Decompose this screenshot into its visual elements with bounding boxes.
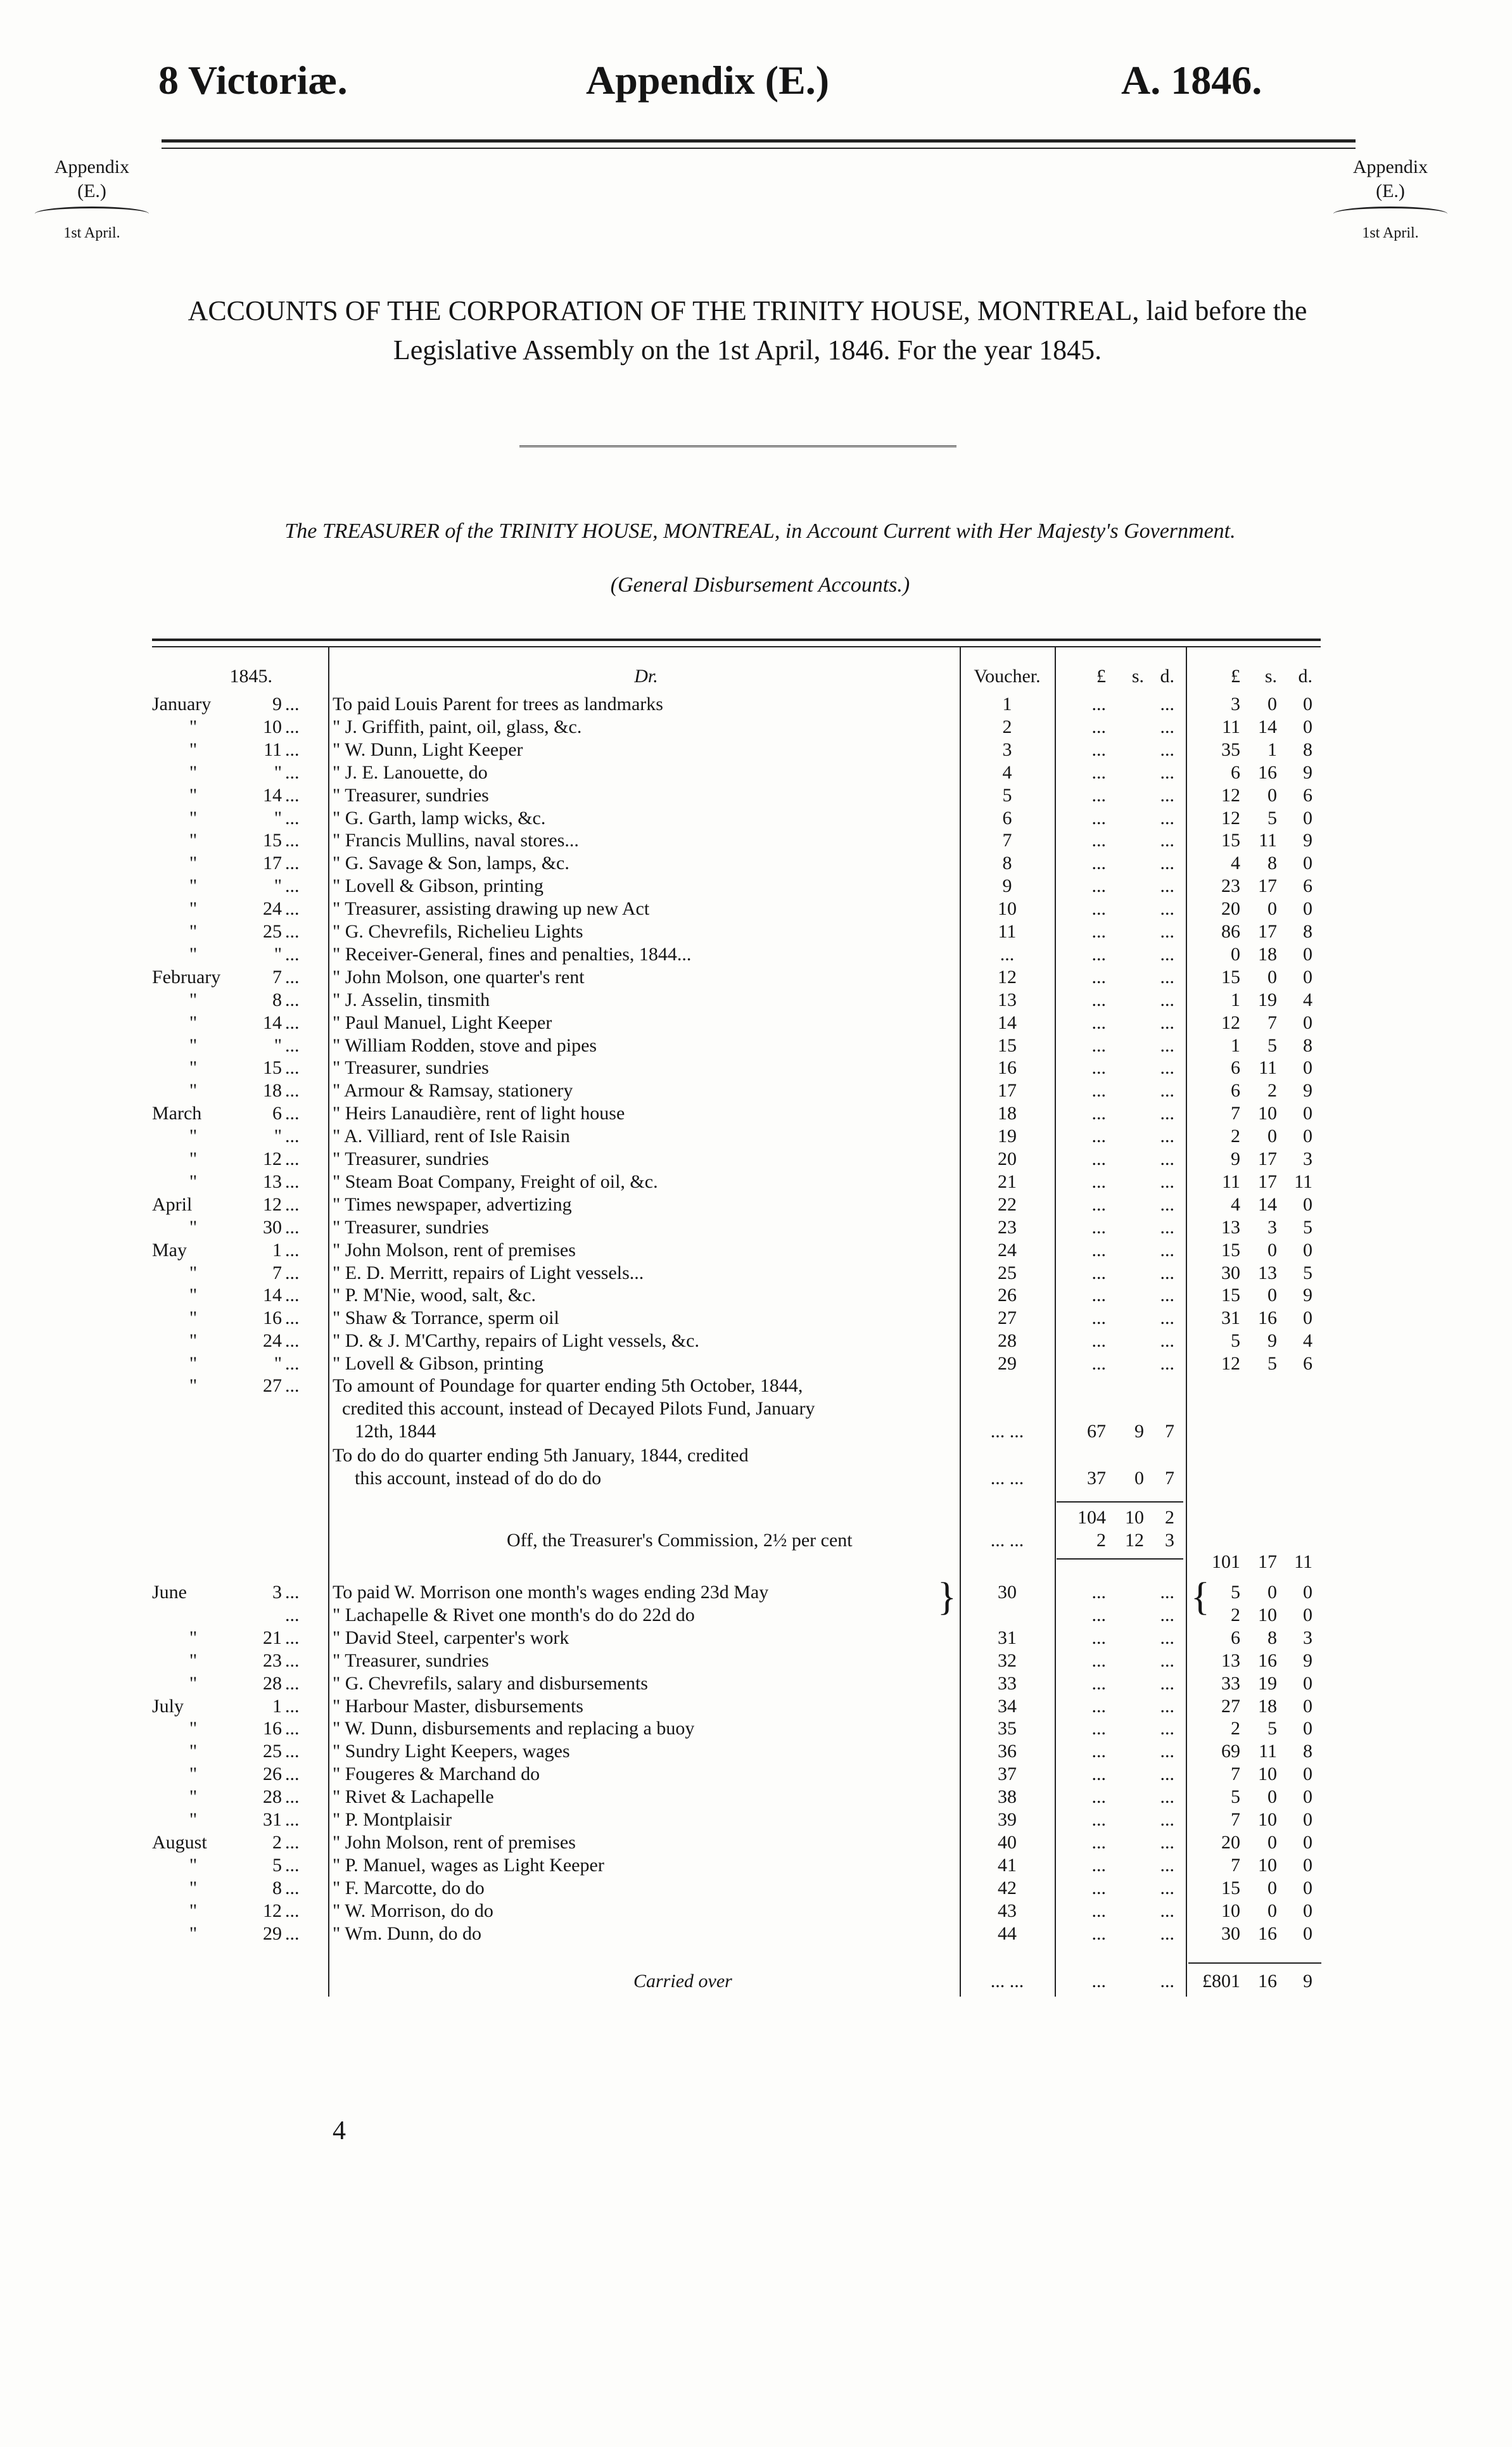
table-row: January 9 ... To paid Louis Parent for trees as landmarks 1 ... ... 3 0 0 — [152, 694, 1312, 715]
table-row: " 17 ... " G. Savage & Son, lamps, &c. 8 ... ... 4 8 0 — [189, 853, 1312, 874]
table-row: " 8 ... " F. Marcotte, do do 42 ... ... 15 0 0 — [189, 1877, 1312, 1898]
table-row: February 7 ... " John Molson, one quarter's rent 12 ... ... 15 0 0 — [152, 966, 1312, 988]
table-row: " 11 ... " W. Dunn, Light Keeper 3 ... ... 35 1 8 — [189, 739, 1312, 760]
table-row: " 28 ... " G. Chevrefils, salary and disbursements 33 ... ... 33 19 0 — [189, 1672, 1312, 1694]
table-row: " 24 ... " D. & J. M'Carthy, repairs of Light vessels, &c. 28 ... ... 5 9 4 — [189, 1330, 1312, 1352]
table-row: " " ... " J. E. Lanouette, do 4 ... ... 6 16 9 — [189, 761, 1312, 783]
table-top-rule-2 — [152, 646, 1321, 647]
table-row: " 25 ... " Sundry Light Keepers, wages 36 ... ... 69 11 8 — [189, 1741, 1312, 1762]
table-row: " 25 ... " G. Chevrefils, Richelieu Lights 11 ... ... 86 17 8 — [189, 921, 1312, 942]
carried-over-row: Carried over ... ... ... ... £801 16 9 — [633, 1971, 1312, 1992]
table-row: " 21 ... " David Steel, carpenter's work 31 ... ... 6 8 3 — [189, 1627, 1312, 1648]
header-rule-thick — [162, 139, 1356, 143]
table-row: " " ... " Lovell & Gibson, printing 9 ... ... 23 17 6 — [189, 875, 1312, 897]
table-row: " 23 ... " Treasurer, sundries 32 ... ... 13 16 9 — [189, 1649, 1312, 1671]
header-left: 8 Victoriæ. — [158, 58, 348, 103]
table-row: August 2 ... " John Molson, rent of premises 40 ... ... 20 0 0 — [152, 1831, 1312, 1853]
side-label-right: Appendix (E.) 1st April. — [1327, 155, 1454, 243]
table-row: " 31 ... " P. Montplaisir 39 ... ... 7 10 0 — [189, 1809, 1312, 1830]
page-number: 4 — [333, 2116, 346, 2145]
table-row: " 5 ... " P. Manuel, wages as Light Keeper 41 ... ... 7 10 0 — [189, 1854, 1312, 1876]
total-rule — [1188, 1962, 1321, 1964]
table-row: " 30 ... " Treasurer, sundries 23 ... ... 13 3 5 — [189, 1216, 1312, 1238]
side-label-left: Appendix (E.) 1st April. — [29, 155, 155, 243]
table-row: " 12 ... " W. Morrison, do do 43 ... ... 10 0 0 — [189, 1900, 1312, 1921]
table-row: " " ... " William Rodden, stove and pipes 15 ... ... 1 5 8 — [189, 1034, 1312, 1056]
table-row: " 10 ... " J. Griffith, paint, oil, glass, &c. 2 ... ... 11 14 0 — [189, 716, 1312, 737]
header-center: Appendix (E.) — [586, 58, 830, 103]
table-row: " " ... " Receiver-General, fines and penalties, 1844... ... ... ... 0 18 0 — [189, 943, 1312, 965]
table-row: May 1 ... " John Molson, rent of premises 24 ... ... 15 0 0 — [152, 1239, 1312, 1261]
table-row: ... " Lachapelle & Rivet one month's do do 22d do ... ... 2 10 0 — [285, 1604, 1312, 1625]
table-row: " " ... " G. Garth, lamp wicks, &c. 6 ... ... 12 5 0 — [189, 807, 1312, 829]
table-row: " 14 ... " P. M'Nie, wood, salt, &c. 26 ... ... 15 0 9 — [189, 1285, 1312, 1306]
header-right: A. 1846. — [1121, 58, 1262, 103]
table-row: " 8 ... " J. Asselin, tinsmith 13 ... ... 1 19 4 — [189, 989, 1312, 1010]
table-row: " 24 ... " Treasurer, assisting drawing up new Act 10 ... ... 20 0 0 — [189, 898, 1312, 920]
page-title: ACCOUNTS OF THE CORPORATION OF THE TRINITY HOUSE, MONTREAL, laid before the Legislative Assembly on the 1st April, 1846. For the year 1845. — [187, 295, 1307, 365]
table-row: " 29 ... " Wm. Dunn, do do 44 ... ... 30 16 0 — [189, 1923, 1312, 1944]
ornamental-divider — [519, 445, 956, 447]
table-row: July 1 ... " Harbour Master, disbursements 34 ... ... 27 18 0 — [152, 1695, 1312, 1717]
column-header: 1845. Dr. Voucher. £ s. d. £ s. d. — [229, 666, 1312, 687]
account-subtitle-2: (General Disbursement Accounts.) — [610, 573, 910, 597]
table-row: " " ... " A. Villiard, rent of Isle Raisin 19 ... ... 2 0 0 — [189, 1126, 1312, 1147]
table-row: " 7 ... " E. D. Merritt, repairs of Light vessels... 25 ... ... 30 13 5 — [189, 1262, 1312, 1283]
brace-icon — [1333, 207, 1447, 221]
table-top-rule — [152, 639, 1321, 641]
brace-icon — [35, 207, 149, 221]
table-row: " 18 ... " Armour & Ramsay, stationery 17 ... ... 6 2 9 — [189, 1080, 1312, 1102]
table-row: " 12 ... " Treasurer, sundries 20 ... ... 9 17 3 — [189, 1148, 1312, 1169]
table-row: " 15 ... " Francis Mullins, naval stores... 7 ... ... 15 11 9 — [189, 830, 1312, 851]
table-row: June 3 ... To paid W. Morrison one month's wages ending 23d May 30 ... ... 5 0 0 — [152, 1582, 1312, 1603]
header-rule-thin — [162, 148, 1356, 149]
table-row: April 12 ... " Times newspaper, advertizing 22 ... ... 4 14 0 — [152, 1193, 1312, 1215]
table-row: " 13 ... " Steam Boat Company, Freight of oil, &c. 21 ... ... 11 17 11 — [189, 1171, 1312, 1192]
account-subtitle: The TREASURER of the TRINITY HOUSE, MONTREAL, in Account Current with Her Majesty's Government. — [284, 519, 1236, 543]
table-row: " 14 ... " Treasurer, sundries 5 ... ... 12 0 6 — [189, 784, 1312, 806]
brace-icon: { — [1191, 1575, 1210, 1618]
table-row: " " ... " Lovell & Gibson, printing 29 ... ... 12 5 6 — [189, 1353, 1312, 1375]
table-row: " 14 ... " Paul Manuel, Light Keeper 14 ... ... 12 7 0 — [189, 1012, 1312, 1033]
brace-icon: } — [937, 1575, 956, 1618]
table-row: " 28 ... " Rivet & Lachapelle 38 ... ... 5 0 0 — [189, 1786, 1312, 1808]
table-row: " 26 ... " Fougeres & Marchand do 37 ... ... 7 10 0 — [189, 1764, 1312, 1785]
table-row: March 6 ... " Heirs Lanaudière, rent of light house 18 ... ... 7 10 0 — [152, 1103, 1312, 1124]
table-row: " 16 ... " W. Dunn, disbursements and replacing a buoy 35 ... ... 2 5 0 — [189, 1718, 1312, 1739]
table-row: " 16 ... " Shaw & Torrance, sperm oil 27 ... ... 31 16 0 — [189, 1307, 1312, 1329]
table-row: " 15 ... " Treasurer, sundries 16 ... ... 6 11 0 — [189, 1057, 1312, 1079]
